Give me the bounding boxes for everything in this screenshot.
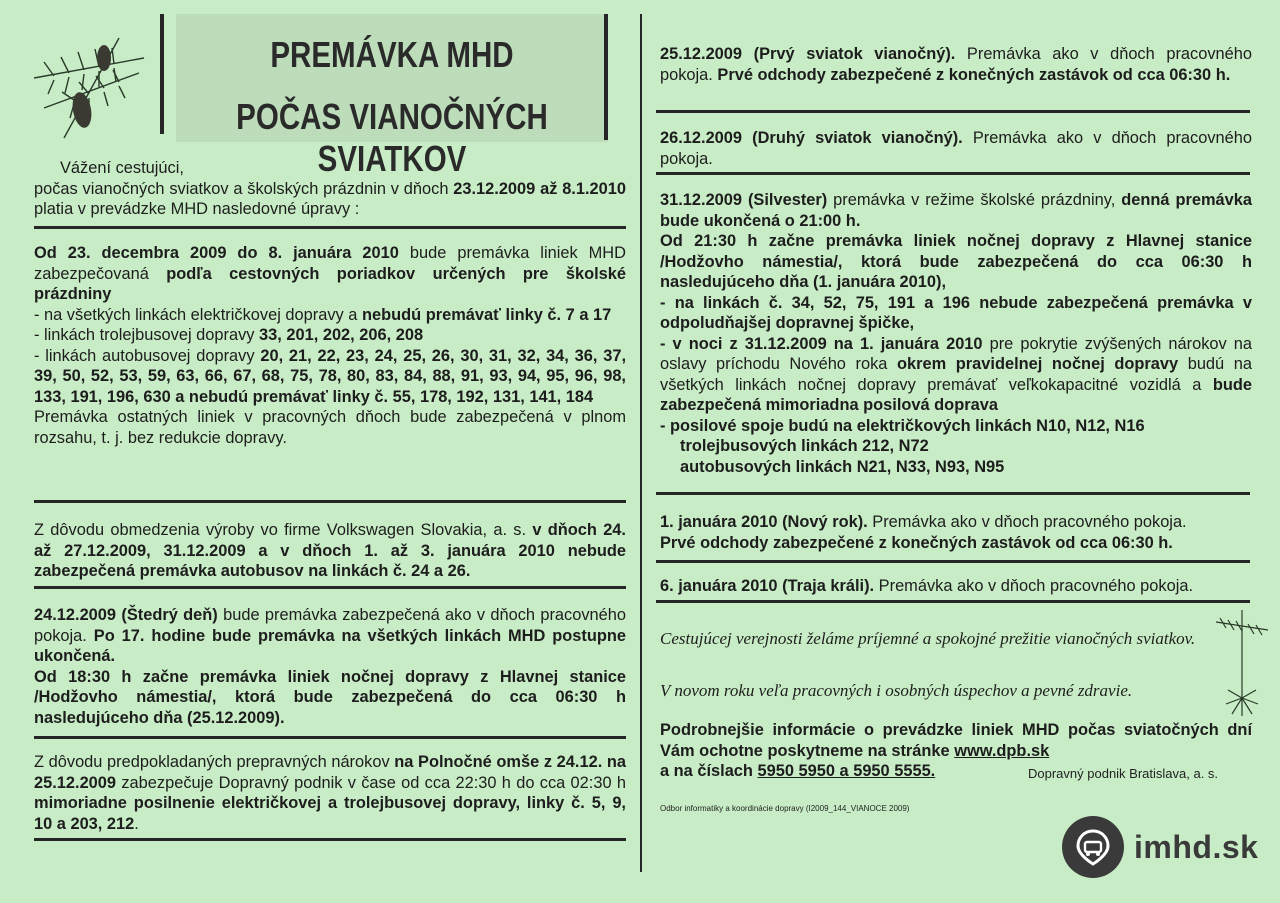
date-heading: 25.12.2009 (Prvý sviatok vianočný). — [660, 45, 956, 63]
date-range: Od 23. decembra 2009 do 8. januára 2010 — [34, 244, 399, 262]
wishes-line1: Cestujúcej verejnosti želáme príjemné a spokojné prežitie vianočných sviatkov. — [660, 629, 1196, 648]
school-holiday-section — [34, 243, 626, 448]
text-bold: Po 17. hodine bude premávka na všetkých linkách MHD postupne ukončená. — [34, 626, 626, 665]
trolleybus-lines: 33, 201, 202, 206, 208 — [259, 326, 424, 344]
pine-branch-illustration — [24, 18, 154, 148]
title-right-rule — [604, 14, 608, 140]
divider — [34, 586, 626, 589]
intro-text: počas vianočných sviatkov a školských prázdnin v dňoch — [34, 179, 454, 198]
department-note: Odbor informatiky a koordinácie dopravy (I2009_144_VIANOCE 2009) — [660, 804, 910, 813]
text: Premávka ako v dňoch pracovného pokoja. — [660, 45, 1252, 84]
text-bold: na Polnočné omše z 24.12. na 25.12.2009 — [34, 753, 626, 792]
text: budú na všetkých linkách nočnej dopravy premávať veľkokapacitné vozidlá a — [660, 355, 1252, 394]
website-link[interactable]: www.dpb.sk — [954, 741, 1050, 760]
title-box — [176, 14, 608, 179]
epiphany-section — [660, 576, 1252, 597]
text: Premávka ako v dňoch pracovného pokoja. — [660, 129, 1252, 168]
divider — [34, 500, 626, 503]
logo-text: imhd.sk — [1134, 828, 1259, 865]
company-name: Dopravný podnik Bratislava, a. s. — [1028, 766, 1219, 781]
column-separator — [640, 14, 642, 872]
text: Premávka ako v dňoch pracovného pokoja. — [874, 577, 1194, 595]
text-bold: - v noci z 31.12.2009 na 1. januára 2010 — [660, 334, 983, 353]
other-lines-note: Premávka ostatných liniek v pracovných dňoch bude zabezpečená v plnom rozsahu, t. j. bez redukcie dopravy. — [34, 408, 626, 447]
trolleybus-list: - linkách trolejbusovej dopravy — [34, 326, 260, 344]
divider — [656, 600, 1250, 603]
text: . — [134, 814, 139, 833]
info-text: a na číslach — [660, 762, 758, 780]
new-year-section — [660, 512, 1252, 553]
new-years-eve-section — [660, 190, 1252, 477]
date-heading: 24.12.2009 (Štedrý deň) — [34, 606, 218, 624]
info-text: Podrobnejšie informácie o prevádzke liniek MHD počas sviatočných dní Vám ochotne poskytneme na stránke — [660, 721, 1252, 760]
text-bold: mimoriadne posilnenie električkovej a trolejbusovej dopravy, linky č. 5, 9, 10 a 203, 212 — [34, 794, 626, 833]
night-service: Od 18:30 h začne premávka liniek nočnej dopravy z Hlavnej stanice /Hodžovho námestia/, ktorá bude zabezpečená do cca 06:30 h nasledujúceho dňa (25.12.2009). — [34, 667, 626, 727]
text-bold: bude zabezpečená mimoriadna posilová doprava — [660, 375, 1252, 414]
text: pre pokrytie zvýšených nárokov na oslavy príchodu Nového roka — [660, 334, 1252, 373]
text-bold: v dňoch 24. až 27.12.2009, 31.12.2009 a v dňoch 1. až 3. januára 2010 nebude zabezpečená premávka autobusov na linkách č. 24 a 26. — [34, 521, 626, 580]
date-heading: 1. januára 2010 (Nový rok). — [660, 513, 868, 531]
midnight-mass-section — [34, 752, 626, 834]
location-pin-icon — [1062, 816, 1124, 878]
text: Z dôvodu obmedzenia výroby vo firme Volkswagen Slovakia, a. s. — [34, 521, 533, 539]
text-bold: Prvé odchody zabezpečené z konečných zastávok od cca 06:30 h. — [717, 65, 1231, 84]
bus-lines: 20, 21, 22, 23, 24, 25, 26, 30, 31, 32, 34, 36, 37, 39, 50, 52, 53, 59, 63, 66, 67, 68, 75, 78, 80, 83, 84, 88, 91, 93, 94, 95, 96, 98, 133, 191, 196, 630 a nebudú premávať linky č. 55, 178, 192, 131, 141, 184 — [34, 346, 626, 406]
volkswagen-section — [34, 520, 626, 582]
extra-tram-lines: - posilové spoje budú na električkových linkách N10, N12, N16 — [660, 416, 1145, 435]
page-title-line2: POČAS VIANOČNÝCH SVIATKOV — [236, 96, 548, 179]
first-departures: Prvé odchody zabezpečené z konečných zastávok od cca 06:30 h. — [660, 533, 1173, 552]
tram-lines: nebudú premávať linky č. 7 a 17 — [361, 305, 612, 324]
page-title-line1: PREMÁVKA MHD — [270, 34, 514, 75]
imhd-logo — [1062, 816, 1258, 878]
divider — [656, 560, 1250, 563]
wishes-line2: V novom roku veľa pracovných i osobných úspechov a pevné zdravie. — [660, 681, 1133, 700]
divider — [656, 492, 1250, 495]
title-left-rule — [160, 14, 164, 134]
peak-restriction: - na linkách č. 34, 52, 75, 191 a 196 nebude zabezpečená premávka v odpoludňajšej dopravnej špičke, — [660, 293, 1252, 332]
text: Premávka ako v dňoch pracovného pokoja. — [867, 513, 1187, 531]
first-christmas-day-section — [660, 44, 1252, 85]
divider — [34, 226, 626, 229]
text: zabezpečuje Dopravný podnik v čase od cca 22:30 h do cca 02:30 h — [116, 773, 626, 792]
text: premávka v režime školské prázdniny, — [827, 191, 1122, 209]
date-heading: 31.12.2009 (Silvester) — [660, 191, 828, 209]
extra-bus-lines: autobusových linkách N21, N33, N93, N95 — [680, 457, 1005, 476]
bus-list: - linkách autobusovej dopravy — [34, 346, 261, 365]
text-bold: podľa cestovných poriadkov určených pre školské prázdniny — [34, 264, 626, 303]
divider — [656, 172, 1250, 175]
tram-list: - na všetkých linkách električkovej dopravy a — [34, 305, 362, 324]
extra-trolleybus-lines: trolejbusových linkách 212, N72 — [680, 437, 929, 455]
text: bude premávka zabezpečená ako v dňoch pracovného pokoja. — [34, 606, 626, 645]
text: Z dôvodu predpokladaných prepravných nárokov — [34, 753, 395, 771]
christmas-eve-section — [34, 605, 626, 728]
divider — [34, 838, 626, 841]
divider — [34, 736, 626, 739]
date-heading: 6. januára 2010 (Traja králi). — [660, 577, 875, 595]
text: bude premávka liniek MHD zabezpečovaná — [34, 244, 626, 283]
greeting: Vážení cestujúci, — [60, 159, 184, 177]
intro-dates: 23.12.2009 až 8.1.2010 — [453, 179, 626, 198]
divider — [656, 110, 1250, 113]
date-heading: 26.12.2009 (Druhý sviatok vianočný). — [660, 129, 963, 147]
sparkler-branch-illustration — [1212, 600, 1272, 725]
text-bold: denná premávka bude ukončená o 21:00 h. — [660, 191, 1252, 230]
intro-section — [34, 158, 626, 220]
night-service: Od 21:30 h začne premávka liniek nočnej dopravy z Hlavnej stanice /Hodžovho námestia/, ktorá bude zabezpečená do cca 06:30 h nasledujúceho dňa (1. januára 2010), — [660, 232, 1252, 291]
intro-text-end: platia v prevádzke MHD nasledovné úpravy : — [34, 200, 360, 218]
second-christmas-day-section — [660, 128, 1252, 169]
phone-numbers[interactable]: 5950 5950 a 5950 5555. — [757, 762, 936, 780]
text-bold: okrem pravidelnej nočnej dopravy — [897, 355, 1179, 373]
